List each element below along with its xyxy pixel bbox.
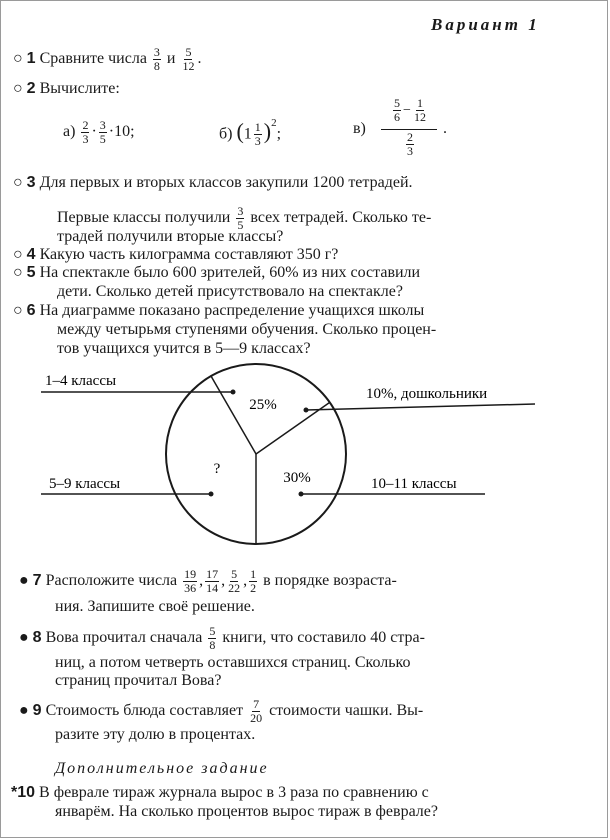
task-text: в порядке возраста- <box>263 572 397 590</box>
fraction: $\frac{19}{36}$ <box>184 567 197 595</box>
task-number: 5 <box>26 264 36 281</box>
fraction: $\frac{7}{20}$ <box>250 697 263 725</box>
item-label: а) <box>63 123 76 141</box>
task-10-line2: январём. На сколько процентов вырос тираж в феврале? <box>55 803 438 820</box>
task-text: Для первых и вторых классов закупили 1200 тетрадей. <box>39 174 413 191</box>
task-text: Вычислите: <box>39 80 120 97</box>
complex-fraction <box>379 97 441 165</box>
task-2b: б) (1 $\frac{1}{3}$ )$^2$; <box>219 117 282 149</box>
conjunction: и <box>166 50 176 68</box>
fraction: $\frac{5}{22}$ <box>228 567 241 595</box>
task-marker: ● <box>19 572 29 590</box>
task-8-line2: ниц, а потом четверть оставшихся страниц. Сколько <box>55 654 411 671</box>
whole-part: 1 <box>243 125 252 143</box>
task-7-line2: ния. Запишите своё решение. <box>55 598 255 615</box>
pie-slice-value-label: 25% <box>249 397 277 413</box>
task-number: 8 <box>32 629 42 647</box>
task-marker: ○ <box>13 246 23 263</box>
task-number: 3 <box>26 174 36 191</box>
pie-category-label: 5–9 классы <box>49 476 121 492</box>
pie-slice-value-label: ? <box>213 461 221 477</box>
pie-leader-line <box>306 404 535 410</box>
task-number: 6 <box>26 302 36 319</box>
pie-slice-boundary <box>211 376 256 454</box>
fraction: $\frac{5}{6}$ <box>394 96 401 124</box>
punct: . <box>443 120 447 137</box>
pie-slice-value-label: 30% <box>283 470 311 486</box>
fraction: $\frac{2}{3}$ <box>82 118 89 146</box>
task-text: Расположите числа <box>45 572 178 590</box>
exponent: 2 <box>271 117 277 129</box>
task-9-line2: разите эту долю в процентах. <box>55 726 256 743</box>
task-marker: ● <box>19 702 29 720</box>
task-3-line1 <box>13 173 413 193</box>
task-4 <box>13 245 338 265</box>
expr-tail: ·10; <box>108 123 135 141</box>
fraction: $\frac{5}{8}$ <box>209 624 216 652</box>
fraction: $\frac{3}{8}$ <box>153 45 160 73</box>
pie-leader-dot <box>209 492 214 497</box>
pie-leader-dot <box>304 408 309 413</box>
task-marker: ○ <box>13 264 23 281</box>
task-9-line1 <box>19 698 423 725</box>
pie-leader-dot <box>231 390 236 395</box>
operator: − <box>403 102 411 118</box>
task-marker: ● <box>19 629 29 647</box>
task-text: всех тетрадей. Сколько те- <box>250 209 432 227</box>
task-text: Какую часть килограмма составляют 350 г? <box>39 246 339 263</box>
task-text: В феврале тираж журнала вырос в 3 раза по сравнению с <box>39 784 429 801</box>
task-number: 10 <box>17 784 36 801</box>
fraction: $\frac{1}{2}$ <box>250 567 257 595</box>
fraction: $\frac{1}{3}$ <box>254 120 261 149</box>
pie-leader-dot <box>299 492 304 497</box>
task-5-line1 <box>13 263 420 283</box>
pie-category-label: 10%, дошкольники <box>366 386 488 402</box>
pie-category-label: 10–11 классы <box>371 476 457 492</box>
task-8-line1 <box>19 625 425 652</box>
task-marker: ○ <box>13 80 23 97</box>
task-7-line1: ● 7 Расположите числа $\frac{19}{36}$ , $\frac{17}{14}$ , $\frac{5}{22}$ , $\frac{1}{2}$ в порядке возраста- <box>19 567 397 595</box>
fraction: $\frac{5}{12}$ <box>182 45 195 73</box>
task-3-line3: традей получили вторые классы? <box>57 228 284 245</box>
task-6-line1 <box>13 301 424 321</box>
task-6-line3: тов учащихся учится в 5—9 классах? <box>57 340 311 357</box>
task-8-line3: страниц прочитал Вова? <box>55 672 222 689</box>
pie-category-label: 1–4 классы <box>45 373 117 389</box>
pie-chart <box>1 361 609 561</box>
task-text: Стоимость блюда составляет <box>45 702 244 720</box>
fraction: $\frac{2}{3}$ <box>407 130 413 158</box>
task-2v-label: в) <box>353 120 366 137</box>
fraction: $\frac{1}{12}$ <box>413 96 426 124</box>
task-marker: ○ <box>13 174 23 191</box>
task-text: стоимости чашки. Вы- <box>269 702 424 720</box>
task-number: 4 <box>26 246 36 263</box>
task-text: книги, что составило 40 стра- <box>222 629 425 647</box>
task-marker: ○ <box>13 302 23 319</box>
operator: · <box>91 123 97 141</box>
task-number: 9 <box>32 702 42 720</box>
task-2 <box>13 79 120 99</box>
item-label: б) <box>219 125 233 143</box>
task-10-line1 <box>11 783 429 803</box>
task-number: 2 <box>26 80 36 97</box>
task-text: Сравните числа <box>39 50 147 68</box>
task-number: 7 <box>32 572 42 590</box>
task-text: Первые классы получили <box>57 209 231 227</box>
task-marker: ○ <box>13 50 23 68</box>
task-number: 1 <box>26 50 36 68</box>
fraction: $\frac{3}{5}$ <box>99 118 106 146</box>
task-2a <box>63 119 135 146</box>
expr-tail: ; <box>276 125 282 143</box>
task-text: На спектакле было 600 зрителей, 60% из них составили <box>39 264 421 281</box>
punct: . <box>197 50 202 68</box>
task-5-line2: дети. Сколько детей присутствовало на спектакле? <box>57 283 403 300</box>
task-text: На диаграмме показано распределение учащихся школы <box>39 302 425 319</box>
task-1 <box>13 46 201 73</box>
task-6-line2: между четырьмя ступенями обучения. Сколько процен- <box>57 321 437 338</box>
task-text: Вова прочитал сначала <box>45 629 203 647</box>
fraction: $\frac{17}{14}$ <box>206 567 219 595</box>
task-marker: * <box>11 784 18 801</box>
variant-title: Вариант 1 <box>431 15 540 34</box>
extra-section-title: Дополнительное задание <box>55 760 269 777</box>
fraction: $\frac{3}{5}$ <box>237 204 244 232</box>
